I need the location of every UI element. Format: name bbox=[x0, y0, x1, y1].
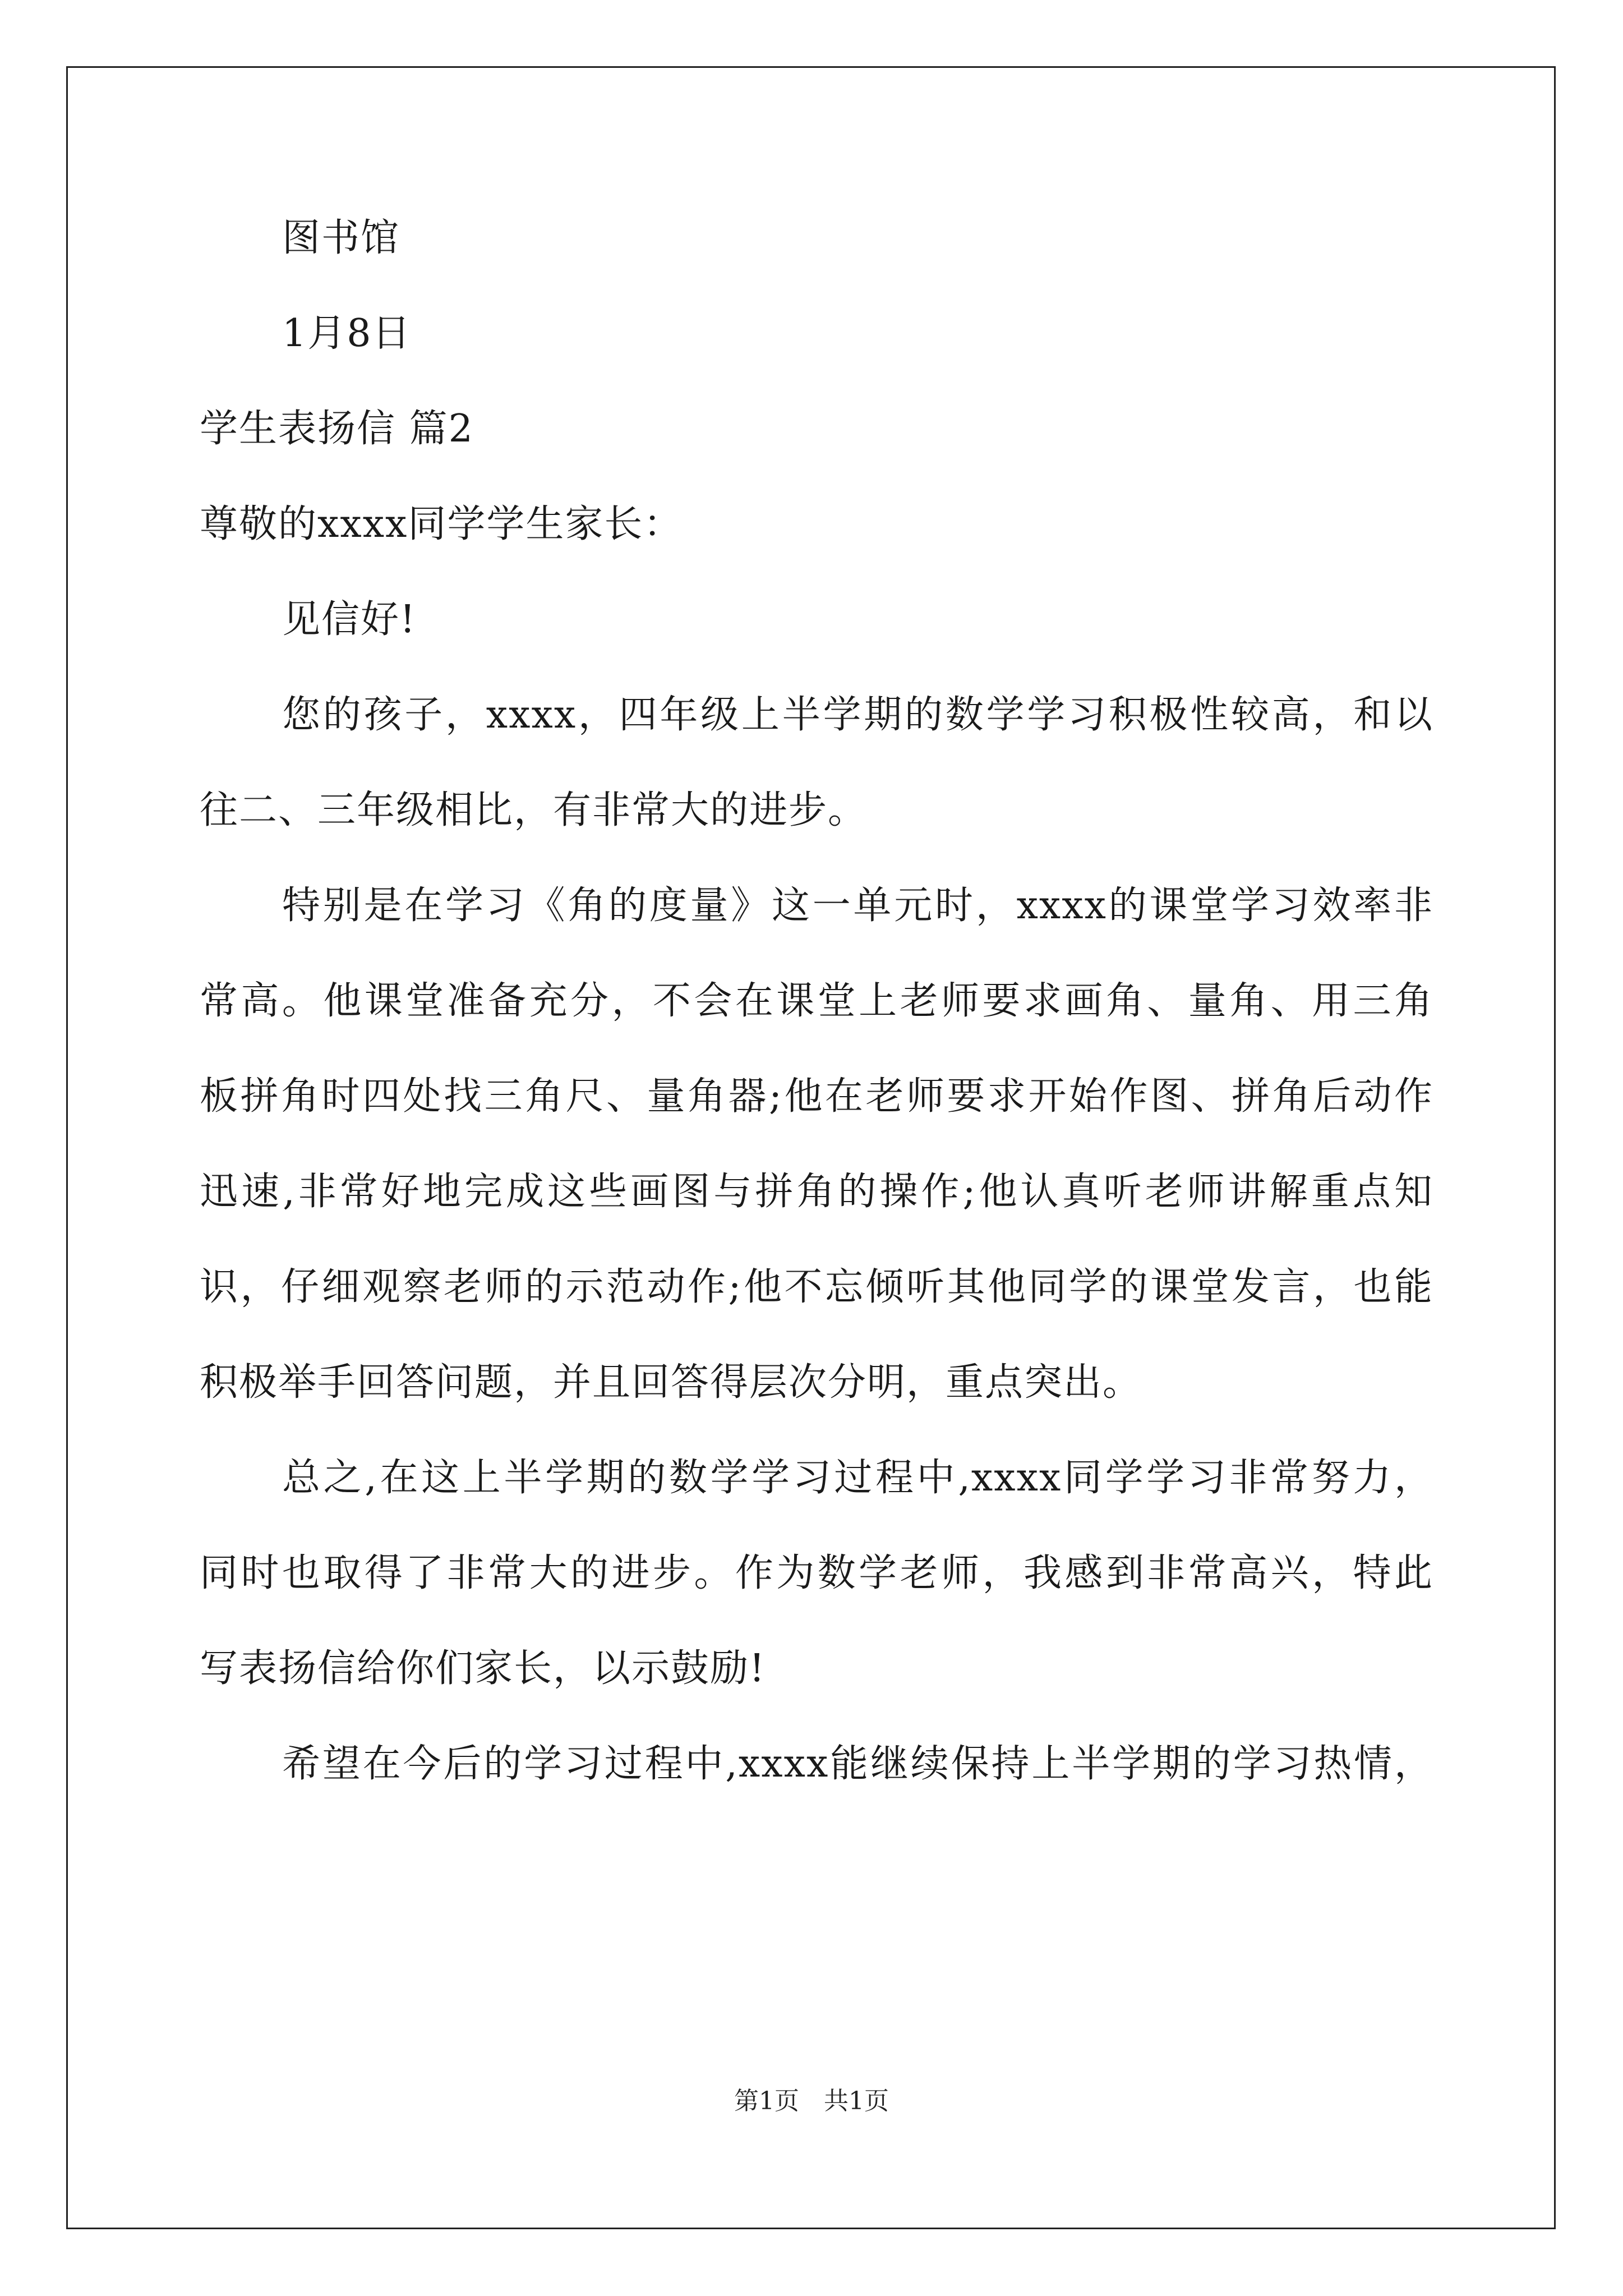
paragraph-3-line-1: 总之,在这上半学期的数学学习过程中,xxxx同学学习非常努力， bbox=[282, 1456, 1433, 1500]
greeting: 见信好! bbox=[282, 597, 417, 642]
paragraph-2-line-6: 积极举手回答问题，并且回答得层次分明，重点突出。 bbox=[200, 1360, 1142, 1405]
paragraph-1-line-2: 往二、三年级相比，有非常大的进步。 bbox=[200, 788, 868, 832]
paragraph-3-line-3: 写表扬信给你们家长，以示鼓励! bbox=[200, 1646, 766, 1691]
signature-line: 图书馆 bbox=[282, 216, 400, 260]
section-heading: 学生表扬信 篇2 bbox=[200, 407, 474, 451]
paragraph-1-line-1: 您的孩子，xxxx，四年级上半学期的数学学习积极性较高，和以 bbox=[282, 693, 1433, 737]
paragraph-2-line-5: 识，仔细观察老师的示范动作;他不忘倾听其他同学的课堂发言，也能 bbox=[200, 1265, 1433, 1309]
page-border bbox=[66, 66, 1556, 2229]
page-footer: 第1页 共1页 bbox=[734, 2087, 889, 2115]
paragraph-3-line-2: 同时也取得了非常大的进步。作为数学老师，我感到非常高兴，特此 bbox=[200, 1551, 1433, 1595]
salutation: 尊敬的xxxx同学学生家长： bbox=[200, 502, 683, 546]
paragraph-4-line-1: 希望在今后的学习过程中,xxxx能继续保持上半学期的学习热情， bbox=[282, 1742, 1433, 1786]
paragraph-2-line-3: 板拼角时四处找三角尺、量角器;他在老师要求开始作图、拼角后动作 bbox=[200, 1074, 1433, 1119]
paragraph-2-line-2: 常高。他课堂准备充分，不会在课堂上老师要求画角、量角、用三角 bbox=[200, 979, 1433, 1023]
paragraph-2-line-1: 特别是在学习《角的度量》这一单元时，xxxx的课堂学习效率非 bbox=[282, 884, 1433, 928]
date-line: 1月8日 bbox=[282, 311, 412, 356]
paragraph-2-line-4: 迅速,非常好地完成这些画图与拼角的操作;他认真听老师讲解重点知 bbox=[200, 1170, 1433, 1214]
